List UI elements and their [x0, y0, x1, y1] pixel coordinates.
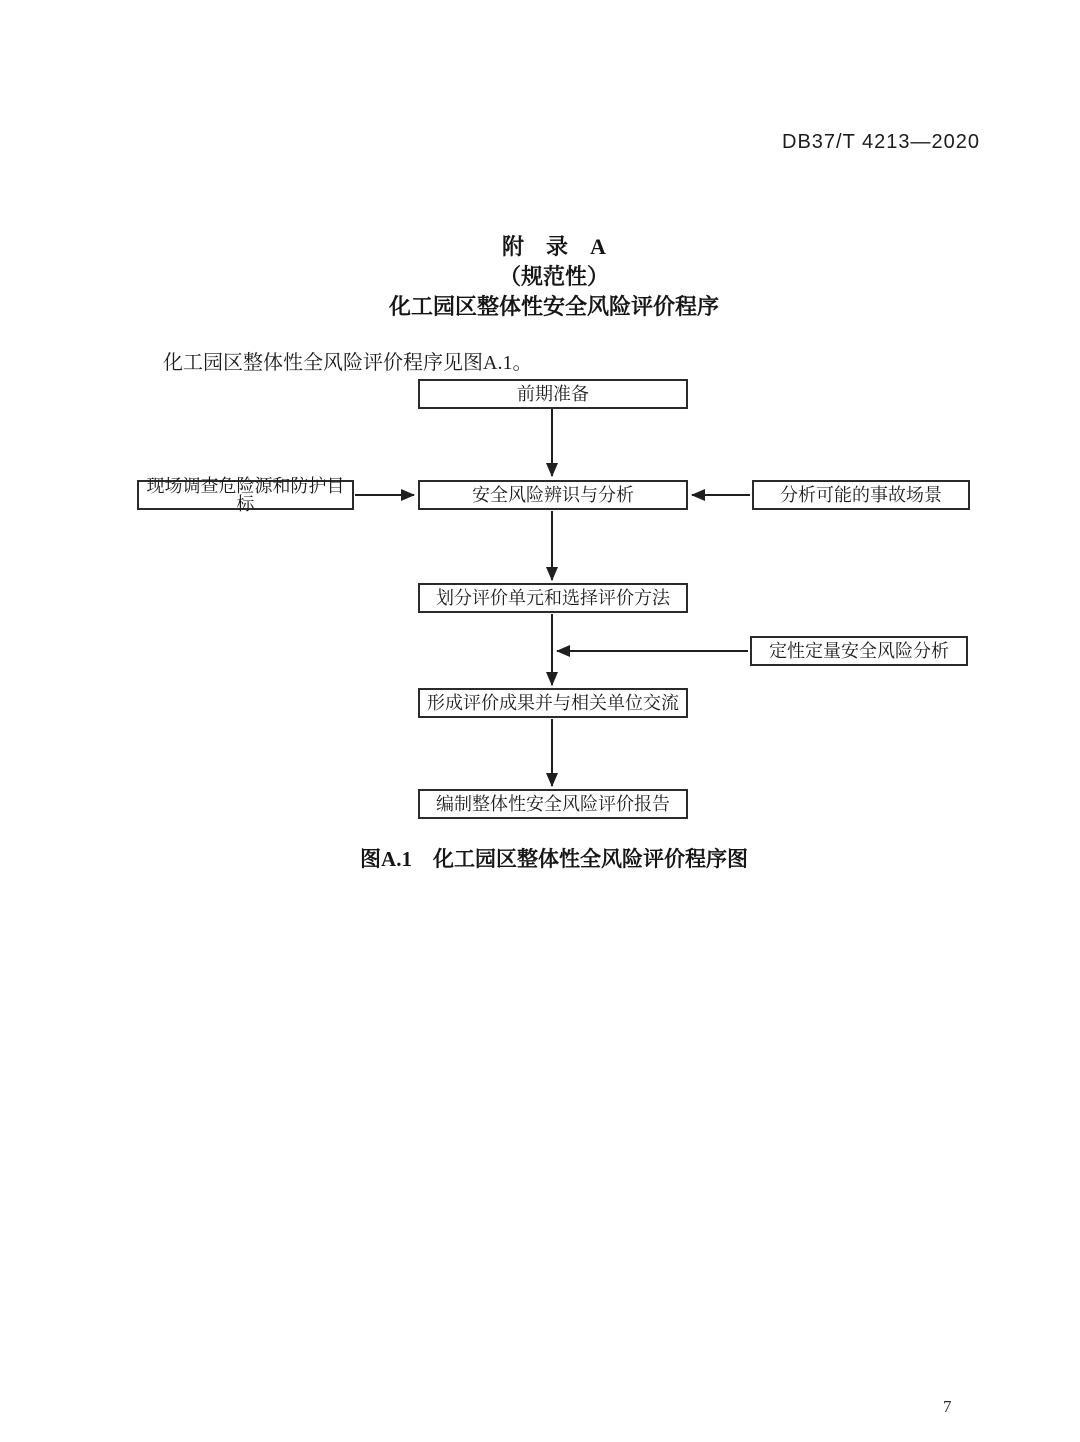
flow-node-evaluation-units [418, 583, 688, 613]
flow-node-label: 定性定量安全风险分析 [769, 641, 949, 661]
flow-node-label: 分析可能的事故场景 [780, 485, 942, 505]
flow-node-label: 现场调查危险源和防护目标 [146, 476, 345, 514]
flow-node-label: 安全风险辨识与分析 [472, 485, 634, 505]
standard-number: DB37/T 4213—2020 [782, 131, 980, 153]
flow-node-label: 前期准备 [517, 384, 589, 404]
flow-node-qualitative-quantitative [750, 636, 968, 666]
flow-node-label: 形成评价成果并与相关单位交流 [427, 693, 679, 713]
figure-caption: 图A.1 化工园区整体性全风险评价程序图 [360, 847, 748, 871]
flow-node-preliminary-preparation [418, 379, 688, 409]
appendix-subject: 化工园区整体性安全风险评价程序 [388, 294, 719, 319]
flow-node-label: 编制整体性安全风险评价报告 [436, 794, 670, 814]
appendix-title-block [14, 232, 1080, 322]
flow-node-risk-identification [418, 480, 688, 510]
flow-node-compile-report [418, 789, 688, 819]
normative-label: （规范性） [498, 264, 609, 289]
page-number: 7 [943, 1397, 952, 1416]
flow-node-label: 划分评价单元和选择评价方法 [436, 588, 670, 608]
flow-node-form-results [418, 688, 688, 718]
intro-paragraph: 化工园区整体性全风险评价程序见图A.1。 [163, 352, 533, 374]
flow-node-site-survey [137, 476, 354, 514]
appendix-heading: 附 录 A [502, 234, 606, 259]
flow-node-accident-scenarios [752, 480, 970, 510]
